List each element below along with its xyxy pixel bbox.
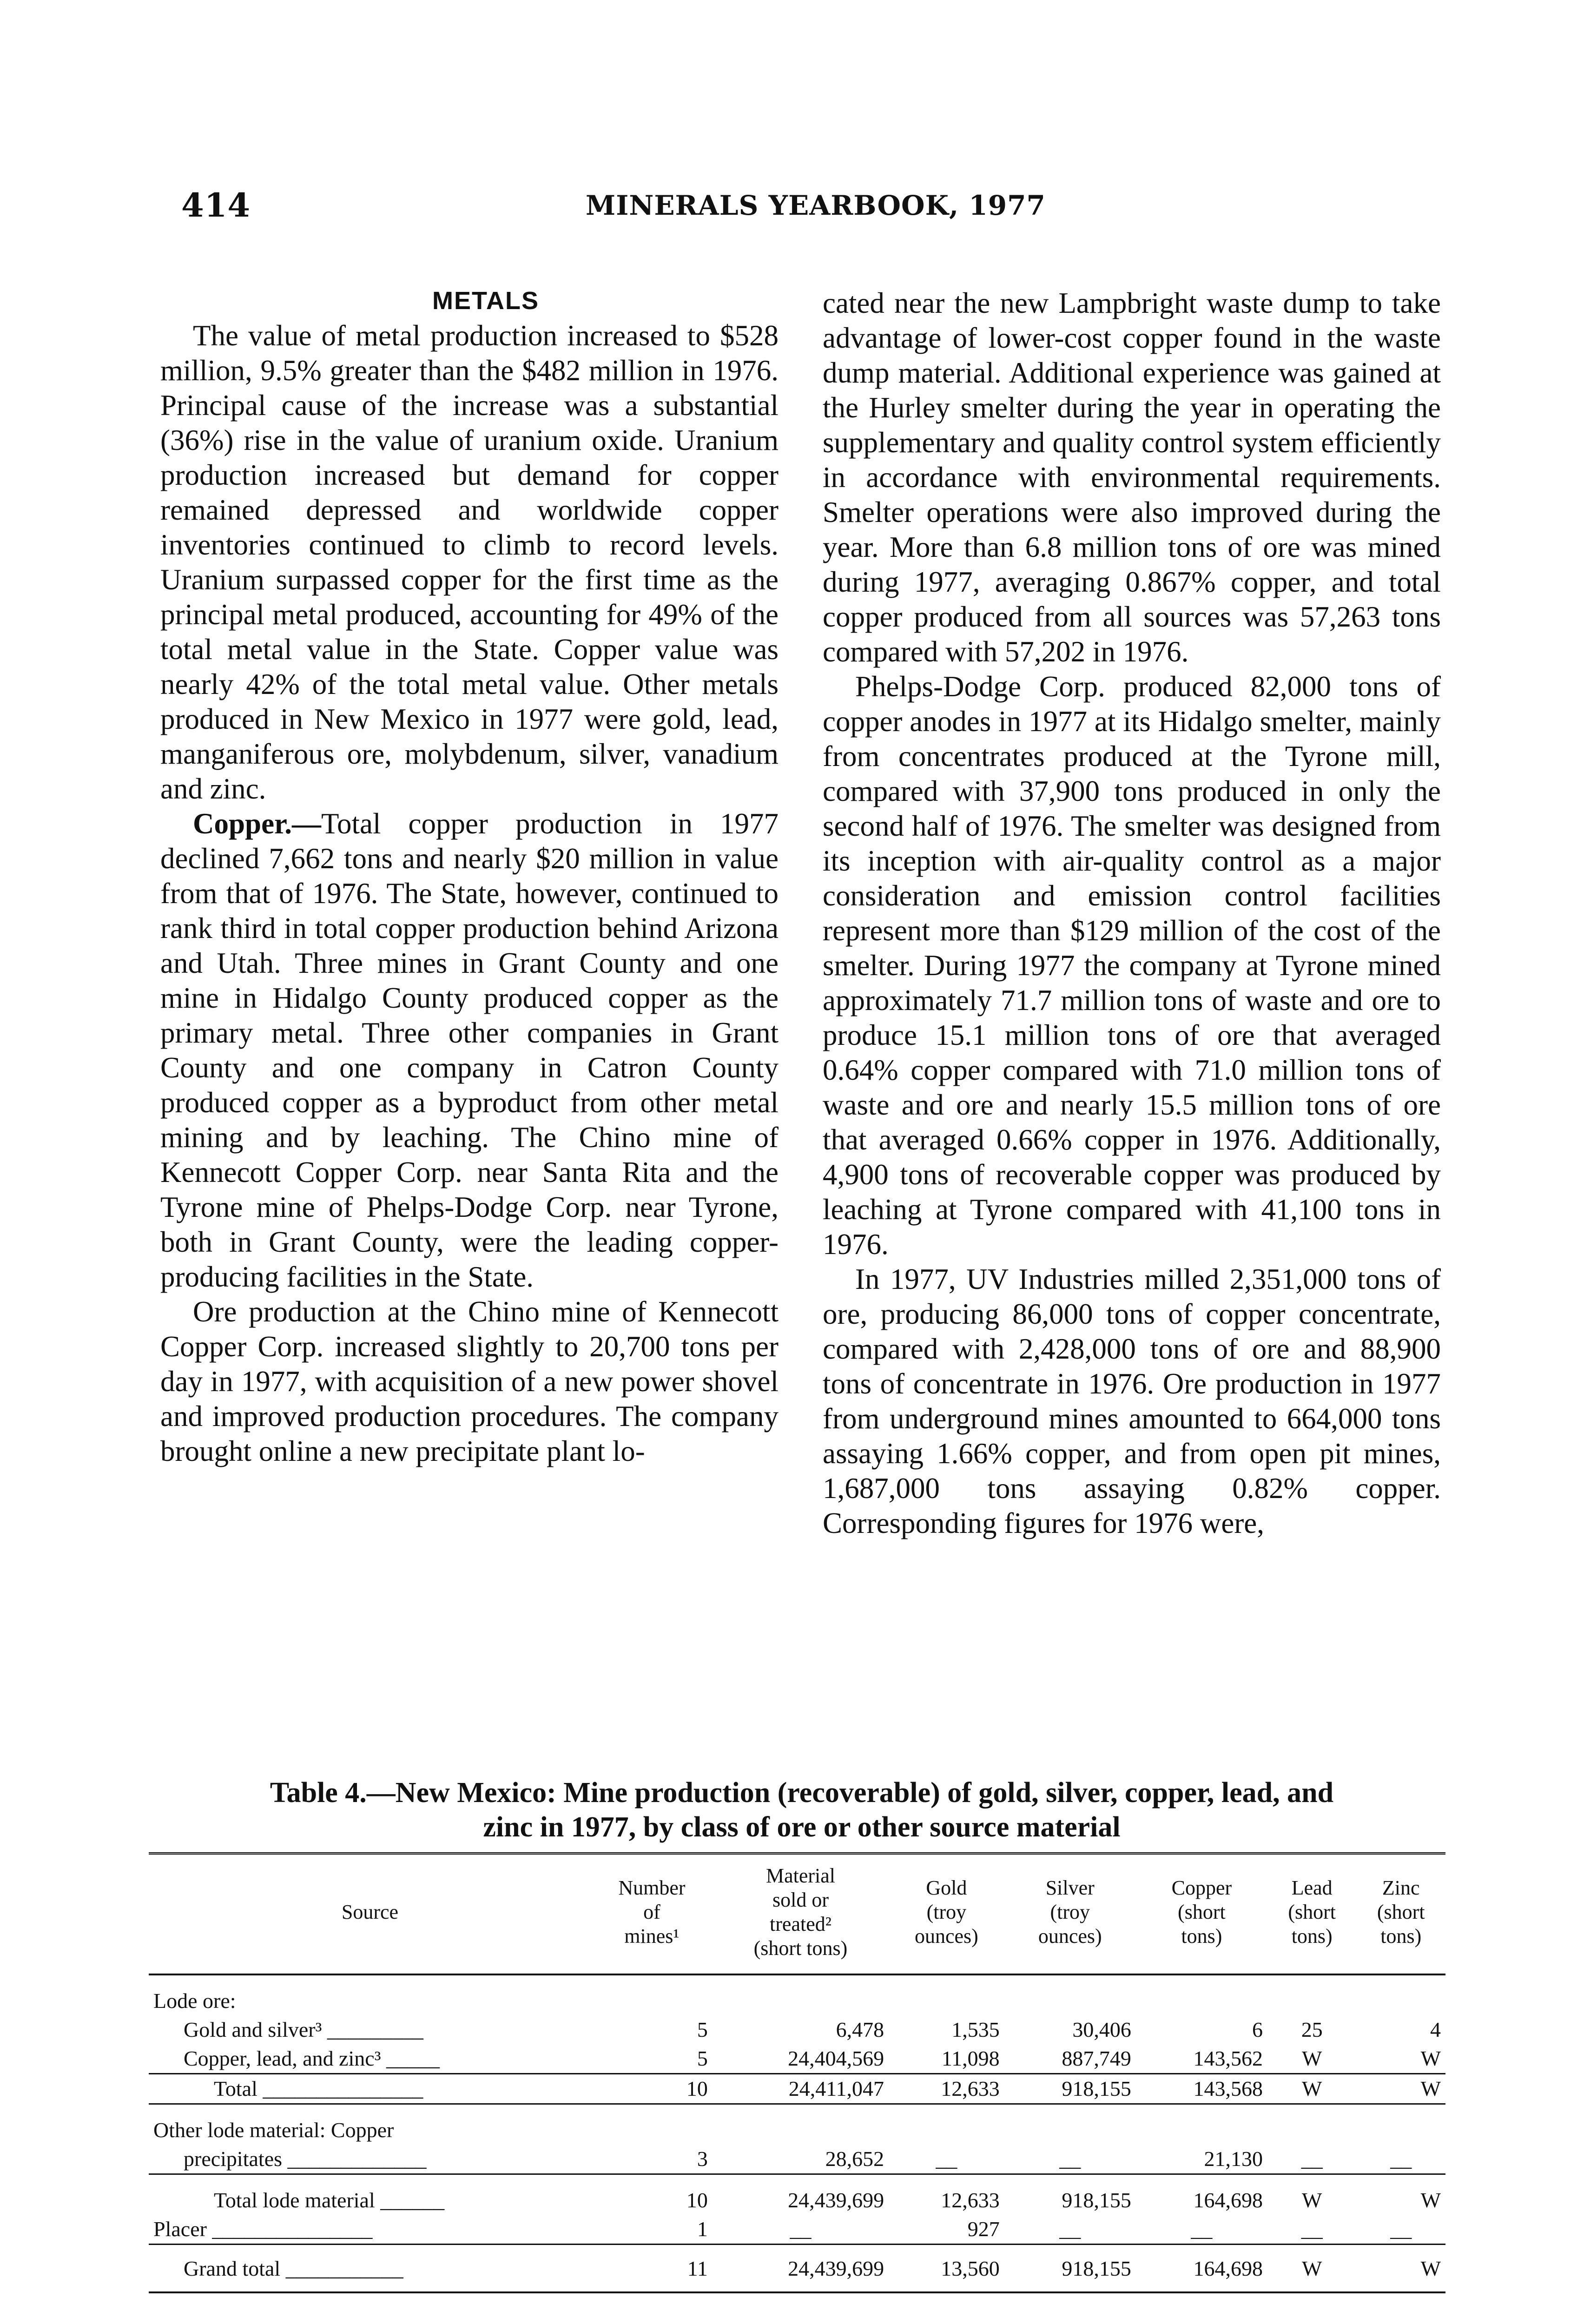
paragraph-phelps-dodge: Phelps-Dodge Corp. produced 82,000 tons of copper anodes in 1977 at its Hidalgo smelter, mainly from concentrates produced at the Tyrone mill, compared with 37,900 tons produced in only the second half of 1976. The smelter was designed from its inception with air-quality control as a major consideration and emission control facilities represent more than $129 million of the cost of the smelter. During 1977 the company at Tyrone mined approximately 71.7 million tons of waste and ore to produce 15.1 million tons of ore that averaged 0.64% copper compared with 71.0 million tons of waste and ore and nearly 15.5 million tons of ore that averaged 0.66% copper in 1976. Additionally, 4,900 tons of recoverable copper was produced by leaching at Tyrone compared with 41,100 tons in 1976.	[823, 670, 1441, 1261]
header-gold	[889, 1854, 1004, 1975]
section-heading-metals: METALS	[432, 287, 539, 315]
cell-silver: __	[1059, 2147, 1081, 2171]
cell-gold: 927	[967, 2217, 1000, 2241]
cell-gold: 12,633	[889, 2174, 1004, 2215]
cell-lead: 25	[1301, 2018, 1323, 2041]
table-row-total	[149, 2074, 1445, 2104]
paragraph-lampbright: cated near the new Lampbright waste dump to take advantage of lower-cost copper found in the waste dump material. Additional experience was gained at the Hurley smelter during the year in operating the supplementary and quality control system efficiently in accordance with environmental requirements. Smelter operations were also improved during the year. More than 6.8 million tons of ore was mined during 1977, averaging 0.867% copper, and total copper produced from all sources was 57,263 tons compared with 57,202 in 1976.	[823, 287, 1441, 668]
paragraph-uv-industries: In 1977, UV Industries milled 2,351,000 tons of ore, producing 86,000 tons of copper concentrate, compared with 2,428,000 tons of ore and 88,900 tons of concentrate in 1976. Ore production in 1977 from underground mines amounted to 664,000 tons assaying 1.66% copper, and from open pit mines, 1,687,000 tons assaying 0.82% copper. Corresponding figures for 1976 were,	[823, 1263, 1441, 1539]
cell-material: __	[790, 2217, 812, 2241]
cell-zinc: W	[1420, 2047, 1441, 2070]
cell-silver: __	[1059, 2217, 1081, 2241]
cell-silver: 918,155	[1004, 2074, 1136, 2104]
journal-title: MINERALS YEARBOOK, 1977	[586, 190, 1046, 221]
table-row-other-lode-label	[149, 2104, 1445, 2145]
cell-silver: 887,749	[1062, 2047, 1131, 2070]
paragraph-chino: Ore production at the Chino mine of Kennecott Copper Corp. increased slightly to 20,700 tons per day in 1977, with acquisition of a new power shovel and improved production procedures. The company brought online a new precipitate plant lo-	[160, 1295, 779, 1467]
cell-mines: 3	[697, 2147, 708, 2171]
cell-zinc: W	[1356, 2074, 1445, 2104]
cell-copper: __	[1191, 2217, 1213, 2241]
cell-mines: 5	[697, 2047, 708, 2070]
cell-copper: 143,568	[1136, 2074, 1267, 2104]
header-silver-line: (troy	[1050, 1901, 1090, 1923]
running-head	[181, 186, 1445, 228]
table-row-precipitates	[149, 2145, 1445, 2174]
header-copper-line: Copper	[1171, 1876, 1232, 1899]
cell-lead: W	[1301, 2047, 1322, 2070]
page-number: 414	[181, 186, 251, 224]
cell-copper: 164,698	[1136, 2245, 1267, 2293]
cell-gold: __	[936, 2147, 957, 2171]
cell-copper: 143,562	[1193, 2047, 1263, 2070]
header-mines-line: Number	[618, 1876, 686, 1899]
cell-silver: 918,155	[1004, 2245, 1136, 2293]
table-caption-line-2: zinc in 1977, by class of ore or other source material	[483, 1811, 1121, 1843]
table-row-placer	[149, 2215, 1445, 2245]
row-label: precipitates _____________	[184, 2147, 427, 2171]
production-table	[149, 1852, 1445, 2293]
row-label: Placer _______________	[153, 2217, 373, 2241]
table-row-gold-silver	[149, 2015, 1445, 2044]
cell-material: 24,439,699	[713, 2174, 889, 2215]
row-label: Copper, lead, and zinc³ _____	[184, 2047, 440, 2070]
cell-material: 28,652	[825, 2147, 884, 2171]
header-mines	[591, 1854, 713, 1975]
cell-mines: 5	[697, 2018, 708, 2041]
header-silver-line: Silver	[1045, 1876, 1095, 1899]
header-lead-line: tons)	[1291, 1925, 1333, 1948]
header-mines-line: of	[643, 1901, 660, 1923]
cell-zinc: __	[1390, 2147, 1412, 2171]
header-copper-line: (short	[1178, 1901, 1226, 1923]
copper-run-in-heading: Copper.—	[193, 807, 321, 840]
cell-zinc: 4	[1430, 2018, 1441, 2041]
header-gold-line: ounces)	[914, 1925, 978, 1948]
header-gold-line: (troy	[926, 1901, 967, 1923]
left-column	[160, 284, 779, 1469]
header-source: Source	[149, 1854, 591, 1975]
header-zinc-line: (short	[1377, 1901, 1425, 1923]
row-label: Total _______________	[149, 2074, 591, 2104]
cell-material: 24,439,699	[713, 2245, 889, 2293]
cell-gold: 1,535	[951, 2018, 1000, 2041]
cell-copper: 21,130	[1204, 2147, 1263, 2171]
header-lead-line: (short	[1288, 1901, 1336, 1923]
header-material-line: Material	[765, 1864, 835, 1887]
header-silver-line: ounces)	[1038, 1925, 1102, 1948]
cell-gold: 13,560	[889, 2245, 1004, 2293]
row-label: Grand total ___________	[149, 2245, 591, 2293]
paragraph-copper	[160, 806, 779, 1294]
header-mines-line: mines¹	[624, 1925, 680, 1948]
paragraph-copper-text: Total copper production in 1977 declined 7,662 tons and nearly $20 million in value from that of 1976. The State, however, continued to rank third in total copper production behind Arizona and Utah. Three mines in Grant County and one mine in Hidalgo County produced copper as the primary metal. Three other companies in Grant County and one company in Catron County produced copper as a byproduct from other metal mining and by leaching. The Chino mine of Kennecott Copper Corp. near Santa Rita and the Tyrone mine of Phelps-Dodge Corp. near Tyrone, both in Grant County, were the leading copper-producing facilities in the State.	[160, 807, 779, 1293]
paragraph-metals-intro: The value of metal production increased to $528 million, 9.5% greater than the $482 million in 1976. Principal cause of the increase was a substantial (36%) rise in the value of uranium oxide. Uranium production increased but demand for copper remained depressed and worldwide copper inventories continued to climb to record levels. Uranium surpassed copper for the first time as the principal metal produced, accounting for 49% of the total metal value in the State. Copper value was nearly 42% of the total metal value. Other metals produced in New Mexico in 1977 were gold, lead, manganiferous ore, molybdenum, silver, vanadium and zinc.	[160, 319, 779, 805]
cell-material: 6,478	[836, 2018, 884, 2041]
table-row-copper-lead-zinc	[149, 2044, 1445, 2074]
header-copper-line: tons)	[1181, 1925, 1222, 1948]
cell-copper: 164,698	[1136, 2174, 1267, 2215]
cell-gold: 11,098	[941, 2047, 1000, 2070]
cell-lead: W	[1267, 2245, 1357, 2293]
cell-zinc: __	[1390, 2217, 1412, 2241]
header-zinc-line: tons)	[1380, 1925, 1422, 1948]
right-column	[823, 286, 1441, 1541]
row-label: Other lode material: Copper	[149, 2104, 1445, 2145]
cell-mines: 1	[697, 2217, 708, 2241]
header-material-line: treated²	[770, 1913, 831, 1935]
cell-lead: W	[1267, 2074, 1357, 2104]
row-label: Gold and silver³ _________	[184, 2018, 423, 2041]
cell-lead: __	[1301, 2147, 1323, 2171]
row-label: Total lode material ______	[149, 2174, 591, 2215]
header-material-line: (short tons)	[753, 1937, 848, 1960]
cell-silver: 918,155	[1004, 2174, 1136, 2215]
cell-lead: W	[1267, 2174, 1357, 2215]
cell-material: 24,411,047	[713, 2074, 889, 2104]
header-gold-line: Gold	[926, 1876, 967, 1899]
header-silver	[1004, 1854, 1136, 1975]
cell-lead: __	[1301, 2217, 1323, 2241]
cell-gold: 12,633	[889, 2074, 1004, 2104]
cell-mines: 10	[591, 2074, 713, 2104]
cell-zinc: W	[1356, 2174, 1445, 2215]
header-zinc	[1356, 1854, 1445, 1975]
header-copper	[1136, 1854, 1267, 1975]
header-lead-line: Lead	[1291, 1876, 1333, 1899]
header-zinc-line: Zinc	[1382, 1876, 1420, 1899]
table-header-row	[149, 1854, 1445, 1975]
header-lead	[1267, 1854, 1357, 1975]
table-container	[149, 1852, 1445, 2293]
table-row-total-lode	[149, 2174, 1445, 2215]
cell-zinc: W	[1356, 2245, 1445, 2293]
table-row-lode-label	[149, 1974, 1445, 2015]
row-label: Lode ore:	[153, 1989, 236, 2013]
cell-mines: 11	[591, 2245, 713, 2293]
header-material	[713, 1854, 889, 1975]
header-material-line: sold or	[772, 1888, 829, 1911]
cell-material: 24,404,569	[788, 2047, 884, 2070]
cell-mines: 10	[591, 2174, 713, 2215]
table-caption	[186, 1776, 1418, 1844]
cell-copper: 6	[1252, 2018, 1263, 2041]
table-row-grand-total	[149, 2245, 1445, 2293]
table-caption-line-1: Table 4.—New Mexico: Mine production (recoverable) of gold, silver, copper, lead, and	[270, 1777, 1334, 1809]
cell-silver: 30,406	[1072, 2018, 1131, 2041]
